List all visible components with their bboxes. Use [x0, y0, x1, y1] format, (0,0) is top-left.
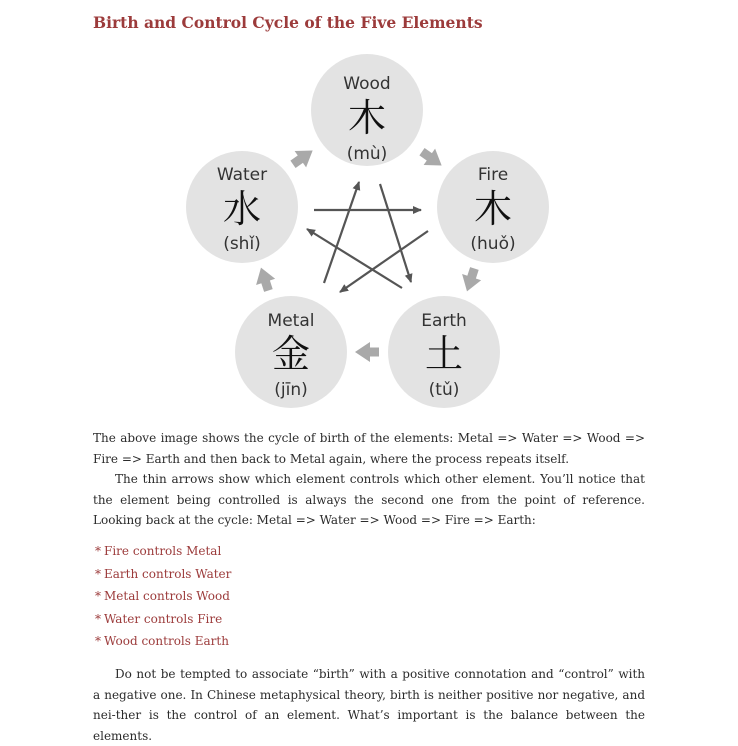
list-item — [95, 608, 231, 631]
list-item-text: Earth controls Water — [104, 566, 232, 581]
page-title: Birth and Control Cycle of the Five Elements — [93, 13, 483, 32]
list-item-text: Water controls Fire — [104, 611, 223, 626]
node-water-name: Water — [216, 165, 268, 185]
bullet-marker: * — [95, 611, 101, 626]
birth-arrow-metal-to-water — [251, 265, 277, 294]
bullet-marker: * — [95, 634, 101, 648]
node-fire-char: 木 — [473, 187, 513, 231]
control-arrow-wood-to-earth — [380, 184, 411, 282]
node-water — [186, 151, 298, 263]
list-item — [95, 563, 231, 586]
list-item — [95, 630, 231, 653]
node-fire-pinyin: (huǒ) — [470, 234, 516, 254]
node-fire — [437, 151, 549, 263]
paragraph-balance: Do not be tempted to associate “birth” with a positive connotation and “control” with a negative one. In Chinese metaphysical theory, birth is neither positive nor negative, and nei-ther is the control of an element. What’s important is the balance between the elements. — [93, 667, 645, 743]
node-metal — [235, 296, 347, 408]
list-item — [95, 585, 231, 608]
bullet-marker: * — [95, 566, 101, 581]
control-arrows — [307, 182, 428, 292]
node-metal-pinyin: (jīn) — [274, 380, 308, 400]
node-earth-pinyin: (tǔ) — [428, 380, 460, 400]
bullet-marker: * — [95, 589, 101, 603]
node-wood — [311, 54, 423, 166]
node-water-pinyin: (shǐ) — [223, 234, 261, 254]
node-wood-pinyin: (mù) — [346, 144, 388, 164]
node-metal-char: 金 — [271, 332, 311, 376]
list-item-text: Metal controls Wood — [104, 589, 230, 603]
node-earth — [388, 296, 500, 408]
birth-arrow-fire-to-earth — [457, 265, 483, 294]
birth-arrow-earth-to-metal — [355, 342, 379, 362]
paragraph-birth-cycle: The above image shows the cycle of birth of the elements: Metal => Water => Wood => Fire => Earth and then back to Metal again, where the process repeats itself. — [93, 431, 645, 466]
list-item-text: Fire controls Metal — [104, 544, 222, 558]
birth-arrow-wood-to-fire — [416, 143, 447, 173]
node-wood-name: Wood — [343, 74, 391, 94]
control-list — [95, 540, 231, 653]
paragraph-control-cycle: The thin arrows show which element controls which other element. You’ll notice that the element being controlled is always the second one from the point of reference. Looking back at the cycle: Metal => Water => Wood => Fire => Earth: — [93, 472, 645, 527]
control-arrow-fire-to-metal — [340, 231, 428, 292]
birth-arrow-water-to-wood — [287, 142, 318, 172]
node-earth-name: Earth — [421, 311, 467, 331]
node-water-char: 水 — [222, 187, 262, 231]
bullet-marker: * — [95, 544, 101, 558]
list-item-text: Wood controls Earth — [104, 634, 229, 648]
node-wood-char: 木 — [347, 96, 387, 140]
control-arrow-metal-to-wood — [324, 182, 359, 283]
node-earth-char: 土 — [424, 332, 464, 376]
node-metal-name: Metal — [267, 311, 315, 331]
node-fire-name: Fire — [477, 165, 509, 185]
list-item — [95, 540, 231, 563]
